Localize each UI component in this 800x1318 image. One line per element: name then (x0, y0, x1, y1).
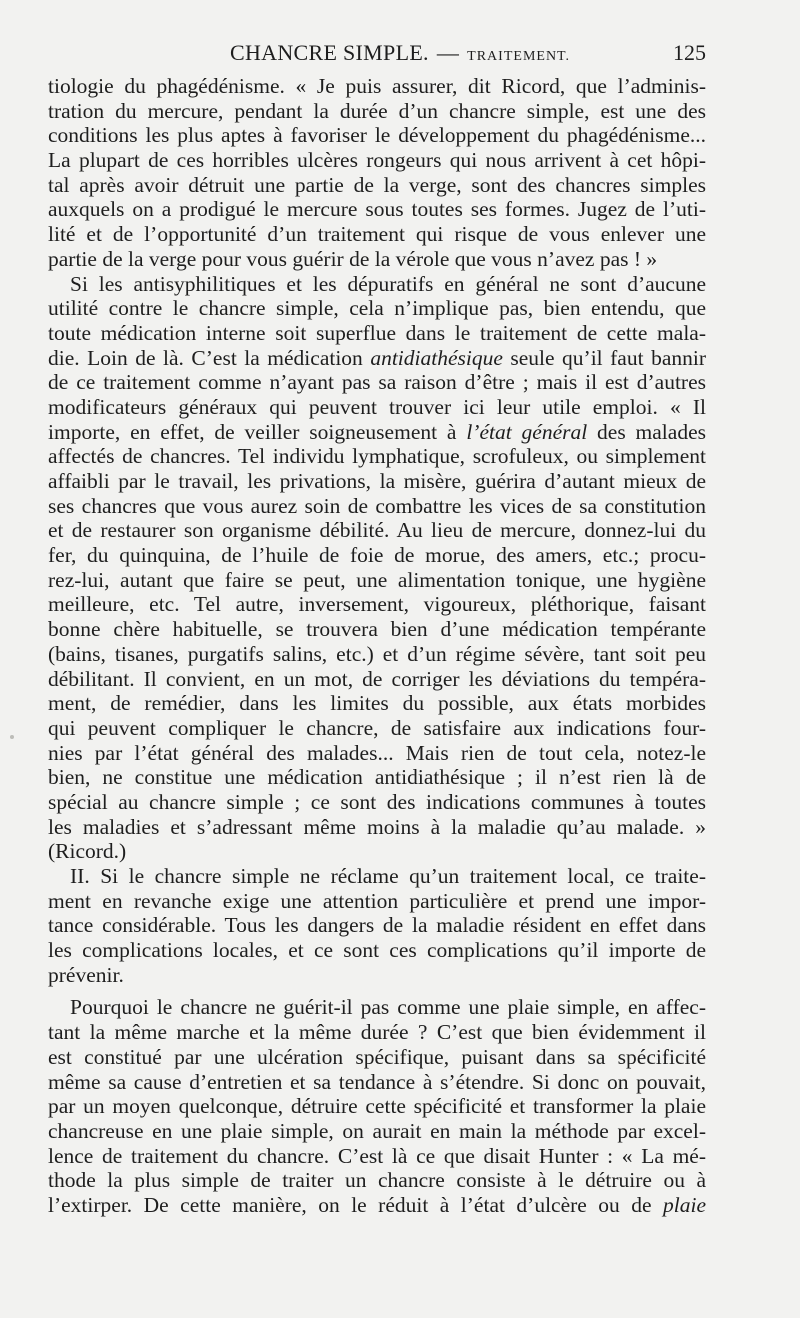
text-segment: des malades (587, 419, 706, 444)
text-line (48, 420, 706, 445)
chapter-title: CHANCRE SIMPLE. (230, 40, 429, 65)
text-line: affectés de chancres. Tel individu lymphatique, scrofuleux, ou simplement (48, 444, 706, 469)
margin-speck (10, 735, 14, 739)
text-line: nies par l’état général des malades... Mais rien de tout cela, notez-le (48, 740, 706, 765)
text-line: tal après avoir détruit une partie de la verge, sont des chancres simples (48, 172, 706, 197)
text-line: ment en revanche exige une attention particulière et prend une impor- (48, 888, 706, 913)
text-line (48, 346, 706, 371)
text-line: spécial au chancre simple ; ce sont des indications communes à toutes (48, 789, 706, 814)
text-line: partie de la verge pour vous guérir de la vérole que vous n’avez pas ! » (48, 246, 658, 271)
text-line: (bains, tisanes, purgatifs salins, etc.) et d’un régime sévère, tant soit peu (48, 641, 706, 666)
text-line: II. Si le chancre simple ne réclame qu’un traitement local, ce traite- (70, 864, 706, 888)
text-line: affaibli par le travail, les privations, la misère, guérira d’autant mieux de (48, 469, 706, 493)
text-line (48, 1193, 706, 1218)
text-line: Pourquoi le chancre ne guérit-il pas comme une plaie simple, en affec- (70, 995, 706, 1020)
running-title (230, 40, 570, 66)
italic-term: plaie (663, 1192, 706, 1217)
paragraph-gap (48, 987, 706, 995)
text-segment: importe, en effet, de veiller soigneusement à (48, 419, 467, 444)
text-line: lence de traitement du chancre. C’est là ce que disait Hunter : « La mé- (48, 1143, 706, 1168)
text-line: prévenir. (48, 962, 124, 987)
text-line: utilité contre le chancre simple, cela n’implique pas, bien entendu, que (48, 296, 706, 321)
text-line: bien, ne constitue une médication antidiathésique ; il n’est rien là de (48, 765, 706, 790)
text-line: (Ricord.) (48, 839, 127, 864)
text-line: lité et de l’opportunité d’un traitement qui risque de vous enlever une (48, 222, 706, 247)
text-line: tance considérable. Tous les dangers de la maladie résident en effet dans (48, 913, 706, 938)
text-line: modificateurs généraux qui peuvent trouver ici leur utile emploi. « Il (48, 394, 706, 419)
text-line: même sa cause d’entretien et sa tendance à s’étendre. Si donc on pouvait, (48, 1069, 706, 1094)
text-line: ses chancres que vous aurez soin de combattre les vices de sa constitution (48, 493, 706, 518)
text-line: les complications locales, et ce sont ces complications qu’il importe de (48, 938, 706, 963)
text-segment: die. Loin de là. C’est la médication (48, 345, 371, 370)
text-line: conditions les plus aptes à favoriser le développement du phagédénisme... (48, 123, 706, 148)
running-header (48, 40, 706, 70)
text-line: tration du mercure, pendant la durée d’un chancre simple, est une des (48, 98, 706, 123)
text-line: tant la même marche et la même durée ? C’est que bien évidemment il (48, 1020, 706, 1045)
text-segment: seule qu’il faut bannir (502, 345, 706, 370)
text-line: de ce traitement comme n’ayant pas sa raison d’être ; mais il est d’autres (48, 370, 706, 395)
text-line: par un moyen quelconque, détruire cette spécificité et transformer la plaie (48, 1094, 706, 1119)
text-line: tiologie du phagédénisme. « Je puis assurer, dit Ricord, que l’adminis- (48, 74, 706, 98)
text-line: est constitué par une ulcération spécifique, puisant dans sa spécificité (48, 1044, 706, 1069)
text-line: et de restaurer son organisme débilité. Au lieu de mercure, donnez-lui du (48, 518, 706, 543)
text-line: ment, de remédier, dans les limites du possible, aux états morbides (48, 691, 706, 716)
italic-term: antidiathésique (370, 345, 503, 370)
text-line: qui peuvent compliquer le chancre, de satisfaire aux indications four- (48, 715, 706, 740)
page-number: 125 (673, 40, 706, 65)
text-line: les maladies et s’adressant même moins à la maladie qu’au malade. » (48, 814, 706, 839)
body-text (48, 74, 706, 1218)
text-line: fer, du quinquina, de l’huile de foie de morue, des amers, etc.; procu- (48, 543, 706, 568)
text-line: débilitant. Il convient, en un mot, de corriger les déviations du tempéra- (48, 666, 706, 691)
text-line: toute médication interne soit superflue dans le traitement de cette mala- (48, 320, 706, 345)
text-line: meilleure, etc. Tel autre, inversement, vigoureux, pléthorique, faisant (48, 592, 706, 617)
text-line: La plupart de ces horribles ulcères rongeurs qui nous arrivent à cet hôpi- (48, 148, 706, 173)
title-dash: — (436, 40, 460, 65)
section-subtitle: TRAITEMENT. (467, 49, 571, 64)
text-line: thode la plus simple de traiter un chancre consiste à le détruire ou à (48, 1168, 706, 1193)
text-line: chancreuse en une plaie simple, on aurait en main la méthode par excel- (48, 1118, 706, 1143)
text-segment: l’extirper. De cette manière, on le réduit à l’état d’ulcère ou de (48, 1192, 663, 1217)
italic-term: l’état général (466, 419, 588, 444)
text-line: rez-lui, autant que faire se peut, une alimentation tonique, une hygiène (48, 567, 706, 592)
text-line: bonne chère habituelle, se trouvera bien d’une médication tempérante (48, 617, 706, 642)
text-line: Si les antisyphilitiques et les dépuratifs en général ne sont d’aucune (70, 271, 706, 296)
text-line: auxquels on a prodigué le mercure sous toutes ses formes. Jugez de l’uti- (48, 197, 706, 222)
